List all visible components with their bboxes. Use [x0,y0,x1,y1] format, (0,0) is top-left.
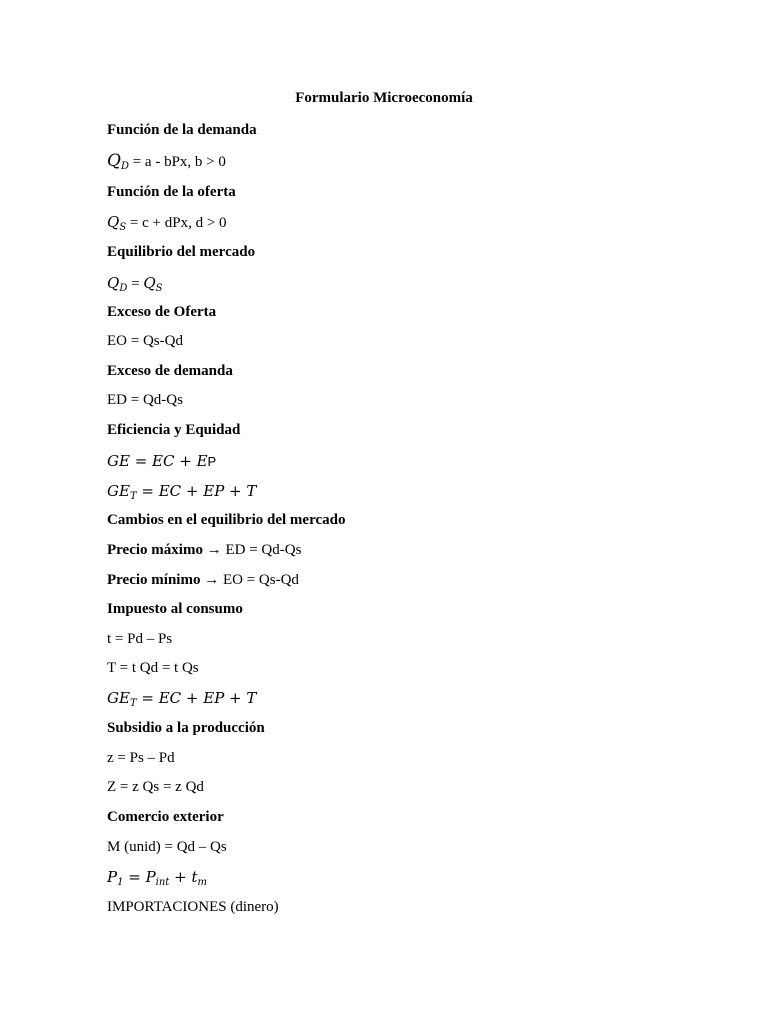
subsidy-z-formula: z = Ps – Pd [107,750,175,766]
excess-demand-heading: Exceso de demanda [107,363,233,379]
subsidy-Z-formula: Z = z Qs = z Qd [107,779,204,795]
price-min-formula: Precio mínimo → EO = Qs-Qd [107,572,299,588]
demand-rhs: = a - bPx, b > 0 [132,154,226,170]
excess-demand-formula: ED = Qd-Qs [107,392,183,408]
excess-supply-heading: Exceso de Oferta [107,304,217,320]
get-formula-2: $GE_T$ = EC + EP + T [107,689,257,709]
demand-lhs: $Q_D$ [107,151,129,172]
demand-formula [107,151,226,177]
ge-formula: GE = EC + EP [107,452,217,470]
supply-formula [107,212,227,238]
trade-heading: Comercio exterior [107,809,224,825]
tax-t-formula: t = Pd – Ps [107,631,173,647]
equilibrium-formula: $Q_D = Q_S$ [107,274,163,294]
changes-heading: Cambios en el equilibrio del mercado [107,512,346,528]
page-title: Formulario Microeconomía [295,90,473,106]
get-formula: $GE_T$ = EC + EP + T [107,482,257,502]
demand-heading: Función de la demanda [107,122,257,138]
tax-heading: Impuesto al consumo [107,601,243,617]
supply-lhs: $Q_S$ [107,213,127,233]
p1-formula: $P_1 = P_{int} + t_m$ [107,868,207,888]
subsidy-heading: Subsidio a la producción [107,720,265,736]
supply-heading: Función de la oferta [107,184,236,200]
price-max-formula: Precio máximo → ED = Qd-Qs [107,542,302,558]
trade-m-formula: M (unid) = Qd – Qs [107,839,227,855]
tax-T-formula: T = t Qd = t Qs [107,660,199,676]
equilibrium-heading: Equilibrio del mercado [107,244,256,260]
supply-rhs: = c + dPx, d > 0 [129,215,227,231]
imports-line: IMPORTACIONES (dinero) [107,899,279,915]
excess-supply-formula: EO = Qs-Qd [107,333,183,349]
efficiency-heading: Eficiencia y Equidad [107,422,241,438]
